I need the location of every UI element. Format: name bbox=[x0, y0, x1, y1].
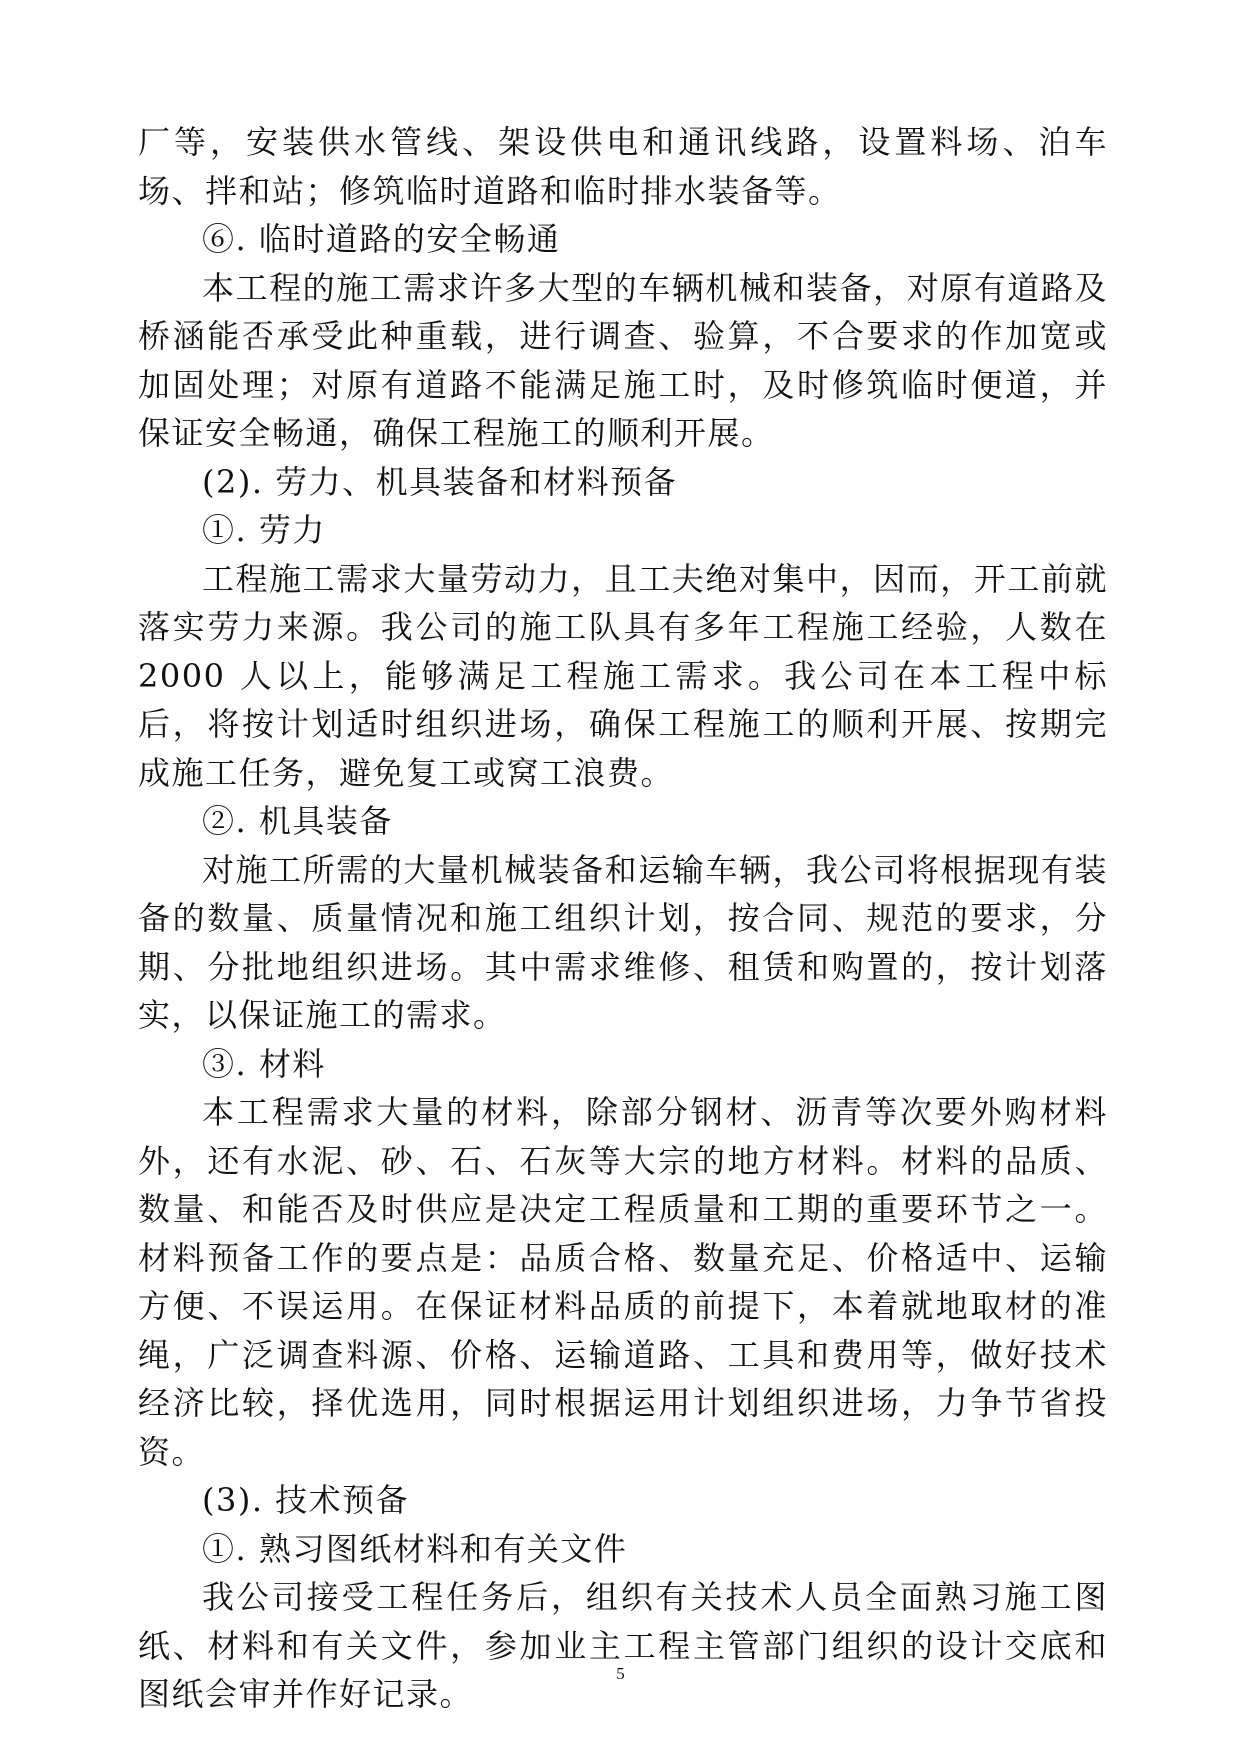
heading-labor: ①. 劳力 bbox=[202, 511, 326, 549]
document-body bbox=[138, 118, 1108, 1719]
heading-materials: ③. 材料 bbox=[202, 1044, 326, 1083]
heading-equipment: ②. 机具装备 bbox=[202, 802, 393, 840]
heading-temporary-roads: ⑥. 临时道路的安全畅通 bbox=[202, 220, 561, 258]
paragraph-materials: 本工程需求大量的材料，除部分钢材、沥青等次要外购材料外，还有水泥、砂、石、石灰等大宗的地方材料。材料的品质、数量、和能否及时供应是决定工程质量和工期的重要环节之一。材料预备工作的要点是：品质合格、数量充足、价格适中、运输方便、不误运用。在保证材料品质的前提下，本着就地取材的准绳，广泛调查料源、价格、运输道路、工具和费用等，做好技术经济比较，择优选用，同时根据运用计划组织进场，力争节省投资。 bbox=[138, 1093, 1108, 1471]
heading-familiarize-drawings: ①. 熟习图纸材料和有关文件 bbox=[202, 1529, 628, 1568]
heading-technical-preparation: (3). 技术预备 bbox=[202, 1481, 410, 1519]
paragraph-temporary-roads: 本工程的施工需求许多大型的车辆机械和装备，对原有道路及桥涵能否承受此种重载，进行调查、验算，不合要求的作加宽或加固处理；对原有道路不能满足施工时，及时修筑临时便道，并保证安全畅通，确保工程施工的顺利开展。 bbox=[138, 268, 1108, 452]
paragraph-equipment: 对施工所需的大量机械装备和运输车辆，我公司将根据现有装备的数量、质量情况和施工组织计划，按合同、规范的要求，分期、分批地组织进场。其中需求维修、租赁和购置的，按计划落实，以保证施工的需求。 bbox=[138, 850, 1108, 1034]
paragraph-labor: 工程施工需求大量劳动力，且工夫绝对集中，因而，开工前就落实劳力来源。我公司的施工队具有多年工程施工经验，人数在 2000 人以上，能够满足工程施工需求。我公司在本工程中标后，将按计划适时组织进场，确保工程施工的顺利开展、按期完成施工任务，避免复工或窝工浪费。 bbox=[138, 559, 1108, 792]
paragraph-site-facilities: 厂等，安装供水管线、架设供电和通讯线路，设置料场、泊车场、拌和站；修筑临时道路和临时排水装备等。 bbox=[138, 123, 1108, 210]
heading-labor-equipment-materials: (2). 劳力、机具装备和材料预备 bbox=[202, 462, 678, 501]
page-number: 5 bbox=[616, 1664, 625, 1683]
paragraph-familiarize-drawings: 我公司接受工程任务后，组织有关技术人员全面熟习施工图纸、材料和有关文件，参加业主工程主管部门组织的设计交底和图纸会审并作好记录。 bbox=[138, 1578, 1108, 1713]
